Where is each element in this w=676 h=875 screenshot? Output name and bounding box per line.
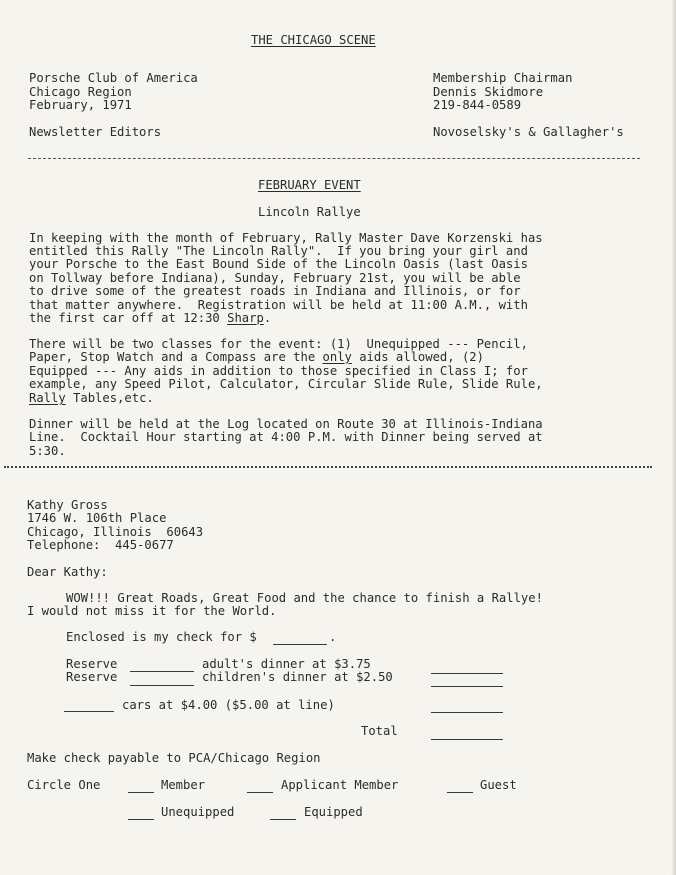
child-reserve-label: Reserve: [66, 670, 118, 684]
child-amount-blank[interactable]: [431, 686, 503, 687]
address-line: 1746 W. 106th Place: [27, 511, 167, 525]
intro-line: I would not miss it for the World.: [27, 604, 277, 618]
header-divider: [28, 158, 640, 159]
address-line: Kathy Gross: [27, 498, 108, 512]
child-dinner-desc: children's dinner at $2.50: [202, 670, 393, 684]
sharp-emphasis: Sharp: [227, 311, 264, 325]
para2-last-rest: Tables,etc.: [73, 391, 154, 405]
check-period: .: [329, 630, 337, 644]
para2-line: example, any Speed Pilot, Calculator, Circular Slide Rule, Slide Rule,: [29, 377, 543, 391]
cars-amount-blank[interactable]: [431, 712, 503, 713]
address-line: Chicago, Illinois 60643: [27, 525, 204, 539]
page-edge-shadow: [671, 0, 676, 875]
org-name: Porsche Club of America: [29, 71, 198, 85]
intro-line: WOW!!! Great Roads, Great Food and the chance to finish a Rallye!: [66, 591, 543, 605]
option-unequipped[interactable]: Unequipped: [161, 805, 235, 819]
circle-one-label: Circle One: [27, 778, 101, 792]
para2-line: [29, 351, 484, 365]
para3-line: Dinner will be held at the Log located on Route 30 at Illinois-Indiana: [29, 417, 543, 431]
check-amount-blank[interactable]: [273, 644, 327, 645]
cars-desc: cars at $4.00 ($5.00 at line): [122, 698, 335, 712]
total-amount-blank[interactable]: [431, 739, 503, 740]
org-region: Chicago Region: [29, 85, 132, 99]
child-count-blank[interactable]: [130, 685, 194, 686]
option-equipped[interactable]: Equipped: [304, 805, 363, 819]
adult-reserve-label: Reserve: [66, 657, 118, 671]
adult-count-blank[interactable]: [130, 671, 194, 672]
total-label: Total: [361, 724, 398, 738]
only-emphasis: only: [322, 350, 352, 364]
page-title: THE CHICAGO SCENE: [251, 33, 376, 47]
member-blank[interactable]: [128, 792, 154, 793]
event-heading: FEBRUARY EVENT: [258, 178, 361, 192]
chair-phone: 219-844-0589: [433, 98, 522, 112]
para3-line: Line. Cocktail Hour starting at 4:00 P.M. with Dinner being served at: [29, 430, 543, 444]
address-line: Telephone: 445-0677: [27, 538, 174, 552]
event-subtitle: Lincoln Rallye: [258, 205, 361, 219]
applicant-blank[interactable]: [247, 792, 273, 793]
para1-line: that matter anywhere. Registration will be held at 11:00 A.M., with: [29, 298, 528, 312]
para1-line: on Tollway before Indiana), Sunday, February 21st, you will be able: [29, 271, 521, 285]
para2-line2-rest: aids allowed, (2): [359, 350, 484, 364]
issue-date: February, 1971: [29, 98, 132, 112]
editors-names: Novoselsky's & Gallagher's: [433, 125, 624, 139]
unequipped-blank[interactable]: [128, 819, 154, 820]
para1-line: the first car off at 12:30 Sharp.: [29, 311, 272, 325]
chair-name: Dennis Skidmore: [433, 85, 544, 99]
para2-line: Equipped --- Any aids in addition to those specified in Class I; for: [29, 364, 528, 378]
para1-last-text: the first car off at 12:30: [29, 311, 220, 325]
salutation: Dear Kathy:: [27, 565, 108, 579]
option-member[interactable]: Member: [161, 778, 206, 792]
para2-line: [29, 392, 154, 406]
editors-label: Newsletter Editors: [29, 125, 162, 139]
cut-line: [4, 466, 652, 468]
para1-line: In keeping with the month of February, Rally Master Dave Korzenski has: [29, 231, 543, 245]
para1-line: entitled this Rally "The Lincoln Rally". If you bring your girl and: [29, 244, 528, 258]
para3-line: 5:30.: [29, 444, 66, 458]
adult-dinner-desc: adult's dinner at $3.75: [202, 657, 371, 671]
adult-amount-blank[interactable]: [431, 673, 503, 674]
cars-count-blank[interactable]: [64, 711, 114, 712]
para2-line: There will be two classes for the event: (1) Unequipped --- Pencil,: [29, 337, 528, 351]
guest-blank[interactable]: [447, 792, 473, 793]
para1-line: your Porsche to the East Bound Side of the Lincoln Oasis (last Oasis: [29, 257, 528, 271]
option-guest[interactable]: Guest: [480, 778, 517, 792]
check-amount-label: Enclosed is my check for $: [66, 630, 257, 644]
option-applicant-member[interactable]: Applicant Member: [281, 778, 399, 792]
equipped-blank[interactable]: [270, 819, 296, 820]
payable-note: Make check payable to PCA/Chicago Region: [27, 751, 321, 765]
rally-emphasis: Rally: [29, 391, 66, 405]
para1-line: to drive some of the greatest roads in Indiana and Illinois, or for: [29, 284, 521, 298]
para2-line2-start: Paper, Stop Watch and a Compass are the: [29, 350, 316, 364]
chair-title: Membership Chairman: [433, 71, 573, 85]
